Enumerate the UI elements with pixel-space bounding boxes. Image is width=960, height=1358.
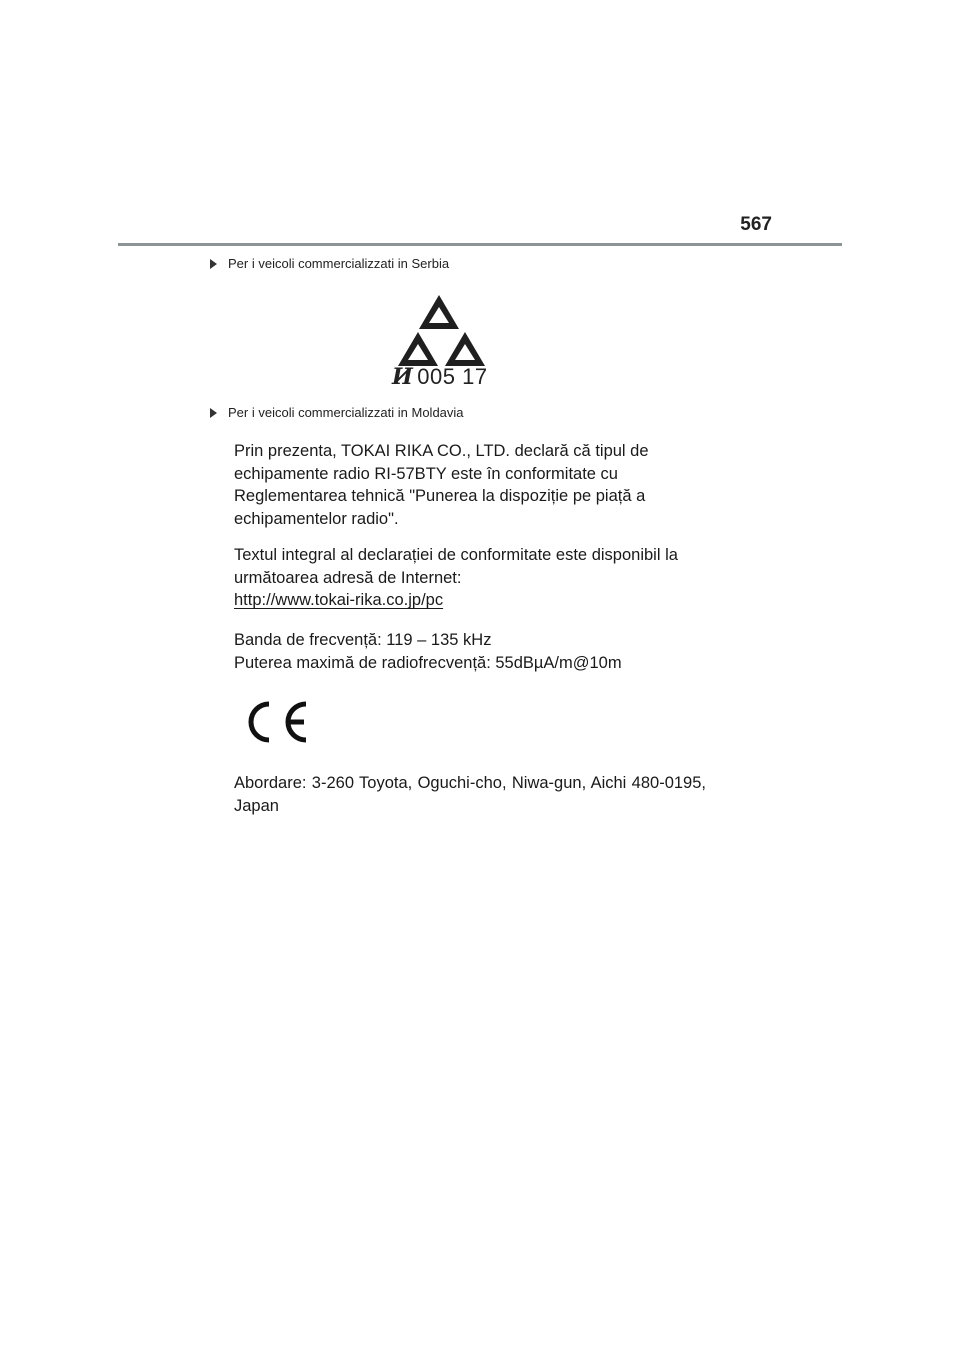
serbia-conformity-triangles-icon <box>392 294 496 366</box>
max-power: Puterea maximă de radiofrecvență: 55dBµA/m@10m <box>234 653 622 672</box>
address-paragraph <box>234 772 706 817</box>
moldova-heading-text: Per i veicoli commercializzati in Moldavia <box>228 405 464 420</box>
serbia-mark-number: 005 17 <box>417 364 488 389</box>
serbia-conformity-mark <box>392 294 496 394</box>
header-rule <box>118 243 842 246</box>
specs-paragraph <box>234 629 706 674</box>
serbia-mark-letter: И <box>392 364 414 390</box>
serbia-section-heading <box>210 256 449 271</box>
serbia-heading-text: Per i veicoli commercializzati in Serbia <box>228 256 450 271</box>
fulltext-paragraph <box>234 544 706 612</box>
ce-mark <box>238 698 310 751</box>
address-text: Abordare: 3-260 Toyota, Oguchi-cho, Niwa-gun, Aichi 480-0195, Japan <box>234 774 706 815</box>
frequency-band: Banda de frecvență: 119 – 135 kHz <box>234 631 492 649</box>
declaration-url-link[interactable]: http://www.tokai-rika.co.jp/pc <box>234 591 444 609</box>
page-number: 567 <box>740 214 772 235</box>
arrow-right-icon <box>210 408 217 418</box>
ce-marking-icon <box>238 698 310 746</box>
declaration-text: Prin prezenta, TOKAI RIKA CO., LTD. declară că tipul de echipamente radio RI-57BTY este în conformitate cu Reglementarea tehnică "Punerea la dispoziție pe piață a echipamentelor radio". <box>234 442 649 528</box>
arrow-right-icon <box>210 259 217 269</box>
declaration-paragraph <box>234 440 706 530</box>
serbia-mark-code <box>392 364 496 390</box>
moldova-section-heading <box>210 405 464 420</box>
fulltext-intro: Textul integral al declarației de conformitate este disponibil la următoarea adresă de Internet: <box>234 546 678 587</box>
